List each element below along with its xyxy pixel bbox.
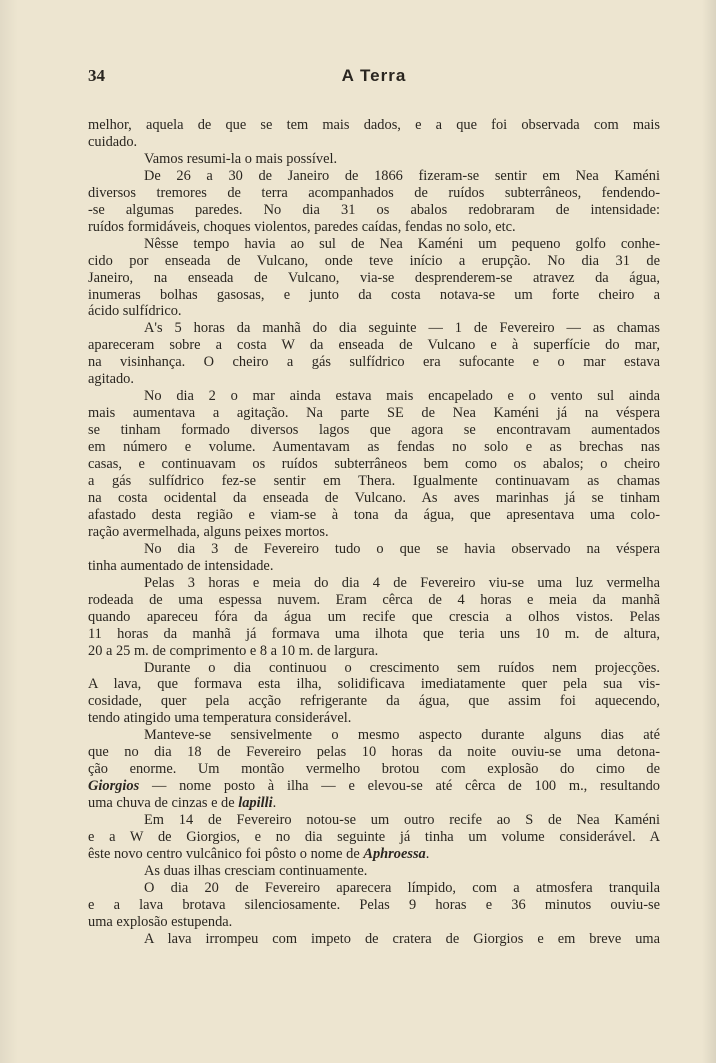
running-header	[88, 66, 660, 90]
text-span: êste novo centro vulcânico foi pôsto o nome de	[88, 845, 364, 862]
text-line: cido por enseada de Vulcano, onde teve início a erupção. No dia 31 de	[88, 252, 660, 269]
text-line	[88, 778, 660, 795]
text-line	[88, 795, 660, 812]
text-line: rodeada de uma espessa nuvem. Eram cêrca de 4 horas e meia da manhã	[88, 591, 660, 608]
text-line: que no dia 18 de Fevereiro pelas 10 horas da noite ouviu-se uma detona-	[88, 744, 660, 761]
emphasized-term: Giorgios	[88, 778, 140, 795]
text-line: 20 a 25 m. de comprimento e 8 a 10 m. de largura.	[88, 642, 379, 659]
text-line: O dia 20 de Fevereiro aparecera límpido, com a atmosfera tranquila	[144, 879, 660, 896]
text-line: quando apareceu fóra da água um recife que crescia a olhos vistos. Pelas	[88, 608, 660, 625]
text-line: -se algumas paredes. No dia 31 os abalos redobraram de intensidade:	[88, 201, 660, 218]
text-line: se tinham formado diversos lagos que agora se encontravam aumentados	[88, 422, 660, 439]
running-title: A Terra	[341, 66, 407, 85]
text-line: ruídos formidáveis, choques violentos, paredes caídas, fendas no solo, etc.	[88, 218, 516, 235]
text-line: A lava, que formava esta ilha, solidificava imediatamente quer pela sua vis-	[88, 676, 660, 693]
text-line: ção enorme. Um montão vermelho brotou com explosão do cimo de	[88, 761, 660, 778]
text-line: No dia 2 o mar ainda estava mais encapelado e o vento sul ainda	[144, 388, 660, 405]
text-line	[88, 846, 660, 863]
text-line: Pelas 3 horas e meia do dia 4 de Fevereiro viu-se uma luz vermelha	[144, 574, 660, 591]
text-span: .	[425, 845, 430, 862]
text-line: 11 horas da manhã já formava uma ilhota que teria uns 10 m. de altura,	[88, 625, 660, 642]
text-line: tinha aumentado de intensidade.	[88, 557, 274, 574]
emphasized-term: Aphroessa	[363, 845, 426, 862]
text-line: e a lava brotava silenciosamente. Pelas 9 horas e 36 minutos ouviu-se	[88, 896, 660, 913]
text-line: casas, e continuavam os ruídos subterrâneos bem como os abalos; o cheiro	[88, 456, 660, 473]
text-line: Nêsse tempo havia ao sul de Nea Kaméni um pequeno golfo conhe-	[144, 235, 660, 252]
text-line: Durante o dia continuou o crescimento sem ruídos nem projecções.	[144, 659, 660, 676]
text-line: uma explosão estupenda.	[88, 913, 233, 930]
text-line: melhor, aquela de que se tem mais dados, e a que foi observada com mais	[88, 117, 660, 133]
text-line: apareceram sobre a costa W da enseada de Vulcano e à superfície do mar,	[88, 337, 660, 354]
text-line: na visinhança. O cheiro a gás sulfídrico era sufocante e o mar estava	[88, 354, 660, 371]
text-span: — nome posto à ilha — e elevou-se até cêrca de 100 m., resultando	[139, 778, 660, 795]
text-line: A's 5 horas da manhã do dia seguinte — 1 de Fevereiro — as chamas	[144, 320, 660, 337]
text-line: tendo atingido uma temperatura considerável.	[88, 710, 352, 727]
text-line: No dia 3 de Fevereiro tudo o que se havia observado na véspera	[144, 540, 660, 557]
text-line: a gás sulfídrico fez-se sentir em Thera. Igualmente continuavam as chamas	[88, 473, 660, 490]
text-line: Manteve-se sensivelmente o mesmo aspecto durante alguns dias até	[144, 727, 660, 744]
text-line: cuidado.	[88, 133, 138, 150]
text-line: cosidade, quer pela acção refrigerante da água, que assim foi aquecendo,	[88, 693, 660, 710]
text-line: Em 14 de Fevereiro notou-se um outro recife ao S de Nea Kaméni	[144, 812, 660, 829]
text-line: na costa ocidental da enseada de Vulcano. As aves marinhas já se tinham	[88, 489, 660, 506]
text-line: e a W de Giorgios, e no dia seguinte já tinha um volume considerável. A	[88, 829, 660, 846]
body-text	[88, 117, 660, 948]
text-line: inumeras bolhas gasosas, e junto da costa notava-se um forte cheiro a	[88, 286, 660, 303]
text-line: afastado desta região e viam-se à tona da água, que apresentava uma colo-	[88, 506, 660, 523]
text-line: ração avermelhada, alguns peixes mortos.	[88, 523, 329, 540]
text-line: Vamos resumi-la o mais possível.	[144, 150, 338, 167]
text-line: Janeiro, na enseada de Vulcano, via-se desprenderem-se atravez da água,	[88, 269, 660, 286]
text-line: A lava irrompeu com impeto de cratera de Giorgios e em breve uma	[144, 930, 660, 947]
text-line: em número e volume. Aumentavam as fendas no solo e as brechas nas	[88, 439, 660, 456]
text-span: .	[272, 795, 277, 812]
text-line: As duas ilhas cresciam continuamente.	[144, 862, 368, 879]
emphasized-term: lapilli	[238, 795, 273, 812]
text-line: diversos tremores de terra acompanhados de ruídos subterrâneos, fendendo-	[88, 184, 660, 201]
text-span: uma chuva de cinzas e de	[88, 795, 239, 812]
page-number: 34	[88, 66, 105, 85]
text-line: mais aumentava a agitação. Na parte SE de Nea Kaméni já na véspera	[88, 405, 660, 422]
text-line: ácido sulfídrico.	[88, 303, 182, 320]
text-line: De 26 a 30 de Janeiro de 1866 fizeram-se sentir em Nea Kaméni	[144, 167, 660, 184]
text-line: agitado.	[88, 371, 134, 388]
